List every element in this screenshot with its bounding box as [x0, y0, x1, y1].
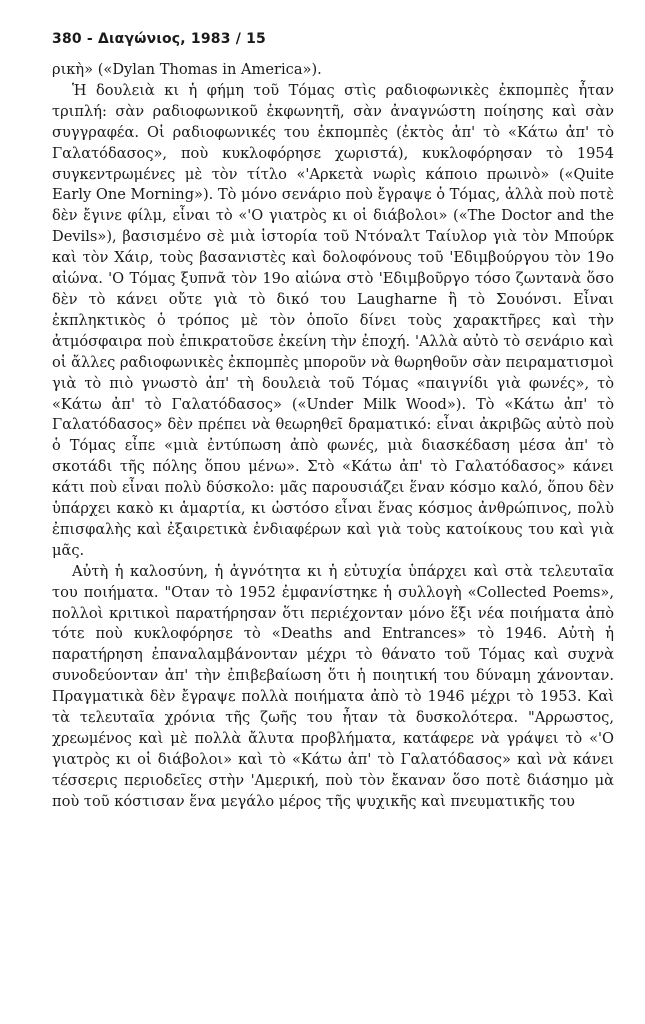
running-head: 380 - Διαγώνιος, 1983 / 15 [52, 31, 267, 47]
body-text [52, 60, 614, 813]
paragraph-continuation: ρικὴ» («Dylan Thomas in America»). [52, 61, 322, 78]
paragraph-radio-work: Ἡ δουλειὰ κι ἡ φήμη τοῦ Τόμας στὶς ραδιοφωνικὲς ἐκπομπὲς ἦταν τριπλή: σὰν ραδιοφωνικοῦ ἐκφωνητῆ, σὰν ἀναγνώστη ποίησης καὶ σὰν συγγραφέα. Οἱ ραδιοφωνικές του ἐκπομπὲς (ἐκτὸς ἀπ' τὸ «Κάτω ἀπ' τὸ Γαλατόδασος», ποὺ κυκλοφόρησε χωριστά), κυκλοφόρησαν τὸ 1954 συγκεντρωμένες μὲ τὸν τίτλο «'Αρκετὰ νωρὶς κάποιο πρωινὸ» («Quite Early One Morning»). Τὸ μόνο σενάριο ποὺ ἔγραψε ὁ Τόμας, ἀλλὰ ποὺ ποτὲ δὲν ἔγινε φίλμ, εἶναι τὸ «'Ο γιατρὸς κι οἱ διάβολοι» («The Doctor and the Devils»), βασισμένο σὲ μιὰ ἱστορία τοῦ Ντόναλτ Ταίυλορ γιὰ τὸν Μπούρκ καὶ τὸν Χάιρ, τοὺς βασανιστὲς καὶ δολοφόνους τοῦ 'Εδιμβούργου τὸν 19ο αἰώνα. 'Ο Τόμας ξυπνᾶ τὸν 19ο αἰώνα στὸ 'Εδιμβοῦργο τόσο ζωντανὰ ὅσο δὲν τὸ κάνει οὔτε γιὰ τὸ δικό του Laugharne ἢ τὸ Σουόνσι. Εἶναι ἐκπληκτικὸς ὁ τρόπος μὲ τὸν ὁποῖο δίνει τοὺς χαρακτῆρες καὶ τὴν ἀτμόσφαιρα ποὺ ἐπικρατοῦσε ἐκείνη τὴν ἐποχή. 'Αλλὰ αὐτὸ τὸ σενάριο καὶ οἱ ἄλλες ραδιοφωνικὲς ἐκπομπὲς μποροῦν νὰ θωρηθοῦν σὰν πειραματισμοὶ γιὰ τὸ πιὸ γνωστὸ ἀπ' τὴ δουλειὰ τοῦ Τόμας «παιγνίδι γιὰ φωνές», τὸ «Κάτω ἀπ' τὸ Γαλατόδασος» («Under Milk Wood»). Τὸ «Κάτω ἀπ' τὸ Γαλατόδασος» δὲν πρέπει νὰ θεωρηθεῖ δραματικό: εἶναι ἀκριβῶς αὐτὸ ποὺ ὁ Τόμας εἶπε «μιὰ ἐντύπωση ἀπὸ φωνές, μιὰ διασκέδαση μέσα ἀπ' τὸ σκοτάδι τῆς πόλης ὅπου μένω». Στὸ «Κάτω ἀπ' τὸ Γαλατόδασος» κάνει κάτι ποὺ εἶναι πολὺ δύσκολο: μᾶς παρουσιάζει ἕναν κόσμο καλό, ὅπου δὲν ὑπάρχει κακὸ κι ἁμαρτία, κι ὡστόσο εἶναι ἕνας κόσμος ἀνθρώπινος, πολὺ ἐπισφαλὴς καὶ ἐξαιρετικὰ ἐνδιαφέρων καὶ γιὰ τοὺς κατοίκους του καὶ γιὰ μᾶς. [52, 81, 614, 559]
book-page [52, 30, 614, 813]
paragraph-late-poems: Αὐτὴ ἡ καλοσύνη, ἡ ἁγνότητα κι ἡ εὐτυχία ὑπάρχει καὶ στὰ τελευταῖα του ποιήματα. "Οταν τὸ 1952 ἐμφανίστηκε ἡ συλλογὴ «Collected Poems», πολλοὶ κριτικοὶ παρατήρησαν ὅτι περιέχονταν μόνο ἕξι νέα ποιήματα ἀπὸ τότε ποὺ κυκλοφόρησε τὸ «Deaths and Entrances» τὸ 1946. Αὐτὴ ἡ παρατήρηση ἐπαναλαμβάνονταν μέχρι τὸ θάνατο τοῦ Τόμας καὶ συχνὰ συνοδεύονταν ἀπ' τὴν ἐπιβεβαίωση ὅτι ἡ ποιητική του δύναμη χάνονταν. Πραγματικὰ δὲν ἔγραψε πολλὰ ποιήματα ἀπὸ τὸ 1946 μέχρι τὸ 1953. Καὶ τὰ τελευταῖα χρόνια τῆς ζωῆς του ἦταν τὰ δυσκολότερα. "Αρρωστος, χρεωμένος καὶ μὲ πολλὰ ἄλυτα προβλήματα, κατάφερε νὰ γράψει τὸ «'Ο γιατρὸς κι οἱ διάβολοι» καὶ τὸ «Κάτω ἀπ' τὸ Γαλατόδασος» καὶ νὰ κάνει τέσσερις περιοδεῖες στὴν 'Αμερική, ποὺ τὸν ἔκαναν ὅσο ποτὲ διάσημο μὰ ποὺ τοῦ κόστισαν ἕνα μεγάλο μέρος τῆς ψυχικῆς καὶ πνευματικῆς του [52, 562, 614, 810]
